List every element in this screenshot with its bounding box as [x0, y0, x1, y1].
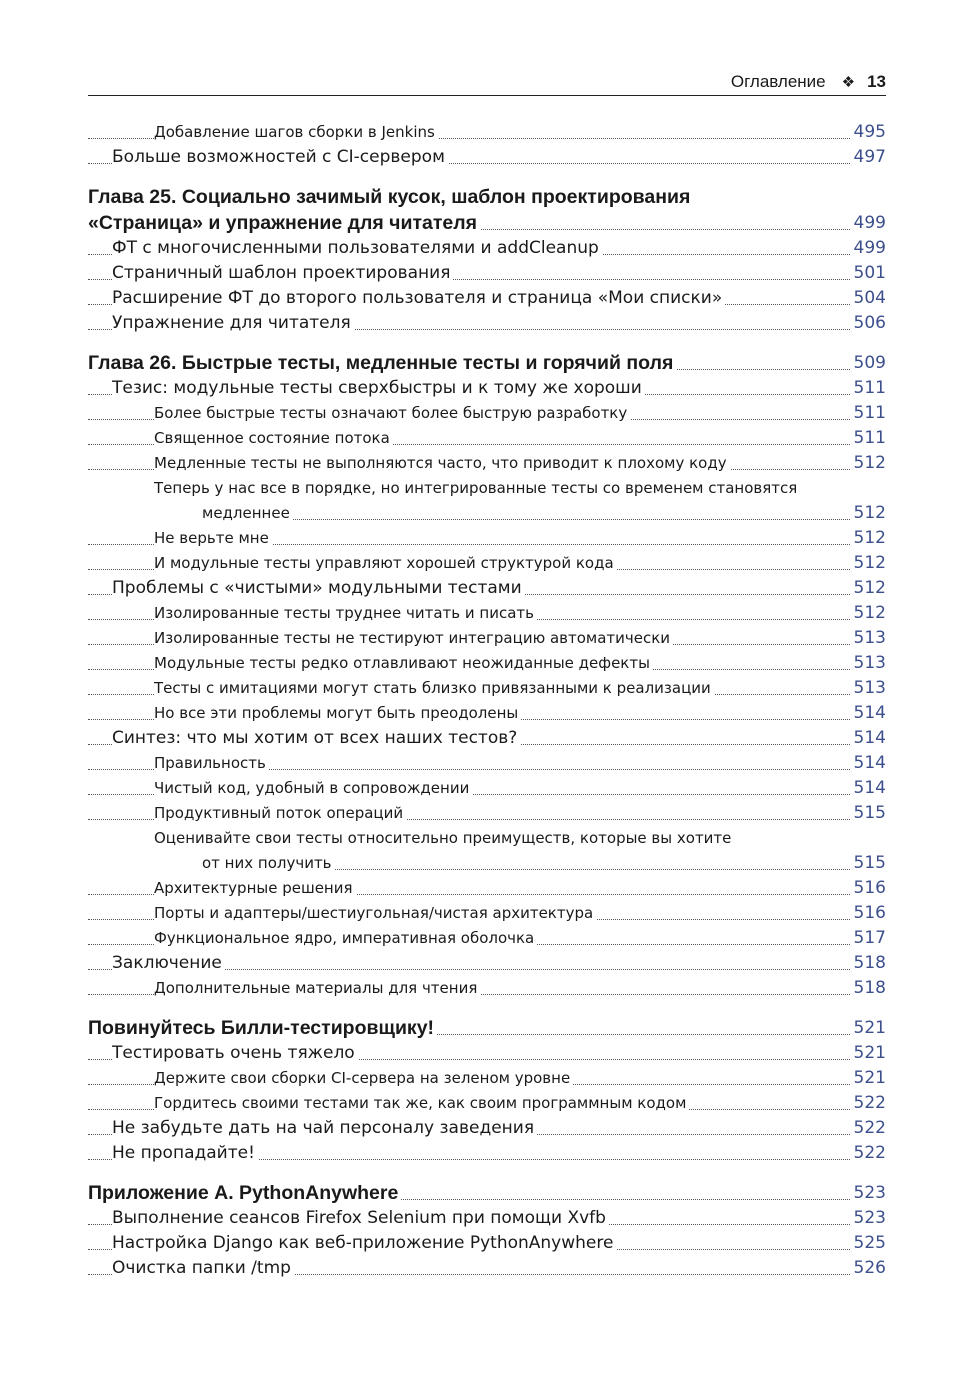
- toc-entry-text: Модульные тесты редко отлавливают неожиданные дефекты: [154, 654, 653, 672]
- toc-entry: [88, 1206, 886, 1231]
- toc-page-number: 513: [851, 626, 886, 651]
- toc-entry-text: ФТ с многочисленными пользователями и addCleanup: [112, 238, 602, 258]
- toc-entry: [88, 286, 886, 311]
- toc-entry-text: Дополнительные материалы для чтения: [154, 979, 480, 997]
- table-of-contents: [88, 120, 886, 1281]
- toc-entry-text-line2: медленнее: [202, 504, 293, 522]
- toc-page-number: 526: [851, 1256, 886, 1281]
- toc-page-number: 516: [851, 901, 886, 926]
- toc-entry-text: «Страница» и упражнение для читателя: [88, 212, 480, 234]
- toc-page-number: 521: [851, 1015, 886, 1041]
- toc-page-number: 495: [851, 120, 886, 145]
- toc-entry-line2: [154, 851, 886, 876]
- toc-entry-text: Тесты с имитациями могут стать близко привязанными к реализации: [154, 679, 714, 697]
- toc-page-number: 521: [851, 1041, 886, 1066]
- toc-entry-text: Порты и адаптеры/шестиугольная/чистая архитектура: [154, 904, 596, 922]
- header-title: Оглавление: [730, 72, 826, 91]
- toc-page-number: 522: [851, 1091, 886, 1116]
- toc-page-number: 512: [851, 501, 886, 526]
- toc-entry: [88, 526, 886, 551]
- toc-entry-text: Более быстрые тесты означают более быструю разработку: [154, 404, 630, 422]
- toc-entry: [88, 1091, 886, 1116]
- toc-entry: [88, 376, 886, 401]
- toc-page-number: 518: [851, 976, 886, 1001]
- toc-entry-text: Глава 26. Быстрые тесты, медленные тесты и горячий поля: [88, 352, 676, 374]
- toc-entry-text: Продуктивный поток операций: [154, 804, 406, 822]
- toc-entry: [88, 261, 886, 286]
- toc-entry: [88, 676, 886, 701]
- toc-entry: [88, 701, 886, 726]
- toc-entry: [88, 726, 886, 751]
- toc-page-number: 512: [851, 451, 886, 476]
- toc-entry-wrapped: [88, 826, 886, 876]
- toc-entry-text: Но все эти проблемы могут быть преодолены: [154, 704, 521, 722]
- toc-page-number: 514: [851, 751, 886, 776]
- toc-entry-text: Расширение ФТ до второго пользователя и страница «Мои списки»: [112, 288, 725, 308]
- toc-page-number: 514: [851, 776, 886, 801]
- toc-entry: [88, 1041, 886, 1066]
- toc-entry-text: Архитектурные решения: [154, 879, 356, 897]
- toc-page-number: 512: [851, 601, 886, 626]
- toc-entry: [88, 451, 886, 476]
- toc-page-number: 525: [851, 1231, 886, 1256]
- toc-entry-ci-server: [88, 145, 886, 170]
- toc-page-number: 497: [851, 145, 886, 170]
- toc-page-number: 521: [851, 1066, 886, 1091]
- toc-page-number: 509: [851, 350, 886, 376]
- toc-entry: [88, 926, 886, 951]
- toc-entry: [88, 876, 886, 901]
- toc-entry-text-line1: Оценивайте свои тесты относительно преимуществ, которые вы хотите: [154, 829, 732, 847]
- toc-entry-text: Добавление шагов сборки в Jenkins: [154, 123, 438, 141]
- toc-page-number: 514: [851, 726, 886, 751]
- toc-entry: [88, 776, 886, 801]
- toc-entry-text: Не верьте мне: [154, 529, 272, 547]
- toc-entry-text: Медленные тесты не выполняются часто, что приводит к плохому коду: [154, 454, 730, 472]
- toc-page-number: 518: [851, 951, 886, 976]
- toc-page-number: 522: [851, 1116, 886, 1141]
- toc-entry: [88, 751, 886, 776]
- toc-entry-text: Гордитесь своими тестами так же, как своим программным кодом: [154, 1094, 689, 1112]
- toc-entry-text: Не пропадайте!: [112, 1143, 258, 1163]
- toc-entry: [88, 311, 886, 336]
- toc-entry-text: Чистый код, удобный в сопровождении: [154, 779, 472, 797]
- toc-entry: [88, 401, 886, 426]
- toc-entry: [88, 601, 886, 626]
- chapter-billy: [88, 1015, 886, 1041]
- toc-page-number: 506: [851, 311, 886, 336]
- toc-entry-text: Тестировать очень тяжело: [112, 1043, 358, 1063]
- toc-entry-jenkins-build-steps: [88, 120, 886, 145]
- toc-page-number: 499: [851, 210, 886, 236]
- toc-page-number: 522: [851, 1141, 886, 1166]
- toc-entry-text: Проблемы с «чистыми» модульными тестами: [112, 578, 525, 598]
- toc-entry: [88, 576, 886, 601]
- chapter-title: [88, 1015, 886, 1041]
- toc-entry-text: Заключение: [112, 953, 225, 973]
- toc-page-number: 499: [851, 236, 886, 261]
- toc-page-number: 512: [851, 576, 886, 601]
- ornament-icon: ❖: [841, 74, 856, 91]
- toc-page-number: 501: [851, 261, 886, 286]
- toc-entry-text: Упражнение для читателя: [112, 313, 354, 333]
- toc-entry-text: Священное состояние потока: [154, 429, 393, 447]
- dot-leader: [202, 519, 886, 520]
- toc-page-number: 515: [851, 851, 886, 876]
- toc-entry-text: Очистка папки /tmp: [112, 1258, 294, 1278]
- toc-page-number: 513: [851, 676, 886, 701]
- toc-entry-text-line1: Теперь у нас все в порядке, но интегрированные тесты со временем становятся: [154, 479, 798, 497]
- toc-page-number: 512: [851, 551, 886, 576]
- chapter-title: [88, 350, 886, 376]
- toc-entry-text: Не забудьте дать на чай персоналу заведения: [112, 1118, 537, 1138]
- toc-entry-text: Выполнение сеансов Firefox Selenium при помощи Xvfb: [112, 1208, 609, 1228]
- toc-entry: [88, 626, 886, 651]
- toc-page-number: 512: [851, 526, 886, 551]
- chapter-26: [88, 350, 886, 376]
- toc-entry-text: Настройка Django как веб-приложение PythonAnywhere: [112, 1233, 616, 1253]
- toc-page-number: 523: [851, 1206, 886, 1231]
- page-number: 13: [867, 72, 886, 91]
- toc-entry: [88, 1141, 886, 1166]
- toc-entry-text: Приложение А. PythonAnywhere: [88, 1182, 401, 1204]
- toc-page-number: 514: [851, 701, 886, 726]
- toc-entry: [88, 236, 886, 261]
- toc-page-number: 511: [851, 401, 886, 426]
- toc-entry-line2: [154, 501, 886, 526]
- toc-entry-text: Правильность: [154, 754, 269, 772]
- toc-entry: [88, 1256, 886, 1281]
- toc-entry: [88, 901, 886, 926]
- toc-page-number: 504: [851, 286, 886, 311]
- toc-entry-text-line2: от них получить: [202, 854, 335, 872]
- toc-entry-text: Изолированные тесты не тестируют интеграцию автоматически: [154, 629, 673, 647]
- toc-entry: [88, 801, 886, 826]
- chapter-title-line2: [88, 210, 886, 236]
- toc-entry-text: Тезис: модульные тесты сверхбыстры и к тому же хороши: [112, 378, 645, 398]
- toc-entry-text: Держите свои сборки CI-сервера на зеленом уровне: [154, 1069, 573, 1087]
- toc-page-number: 517: [851, 926, 886, 951]
- toc-entry: [88, 1116, 886, 1141]
- toc-page-number: 516: [851, 876, 886, 901]
- appendix-a: [88, 1180, 886, 1206]
- toc-entry-text: Синтез: что мы хотим от всех наших тестов?: [112, 728, 520, 748]
- toc-entry: [88, 951, 886, 976]
- toc-entry-text: И модульные тесты управляют хорошей структурой кода: [154, 554, 617, 572]
- toc-entry-text: Повинуйтесь Билли-тестировщику!: [88, 1017, 437, 1039]
- toc-entry: [88, 1231, 886, 1256]
- toc-entry: [88, 1066, 886, 1091]
- toc-entry-wrapped: [88, 476, 886, 526]
- running-header: [88, 68, 886, 96]
- toc-entry-text: Функциональное ядро, императивная оболочка: [154, 929, 537, 947]
- chapter-title: [88, 1180, 886, 1206]
- chapter-title-line1: Глава 25. Социально зачимый кусок, шаблон проектирования: [88, 186, 691, 208]
- toc-entry-text: Изолированные тесты труднее читать и писать: [154, 604, 537, 622]
- toc-page-number: 511: [851, 426, 886, 451]
- toc-page-number: 515: [851, 801, 886, 826]
- toc-page-number: 511: [851, 376, 886, 401]
- toc-page-number: 513: [851, 651, 886, 676]
- chapter-25: [88, 184, 886, 236]
- toc-entry: [88, 551, 886, 576]
- toc-entry: [88, 976, 886, 1001]
- toc-entry: [88, 426, 886, 451]
- toc-entry: [88, 651, 886, 676]
- toc-page-number: 523: [851, 1180, 886, 1206]
- toc-entry-text: Больше возможностей с CI-сервером: [112, 147, 448, 167]
- header-rule: [88, 95, 886, 96]
- toc-entry-text: Страничный шаблон проектирования: [112, 263, 453, 283]
